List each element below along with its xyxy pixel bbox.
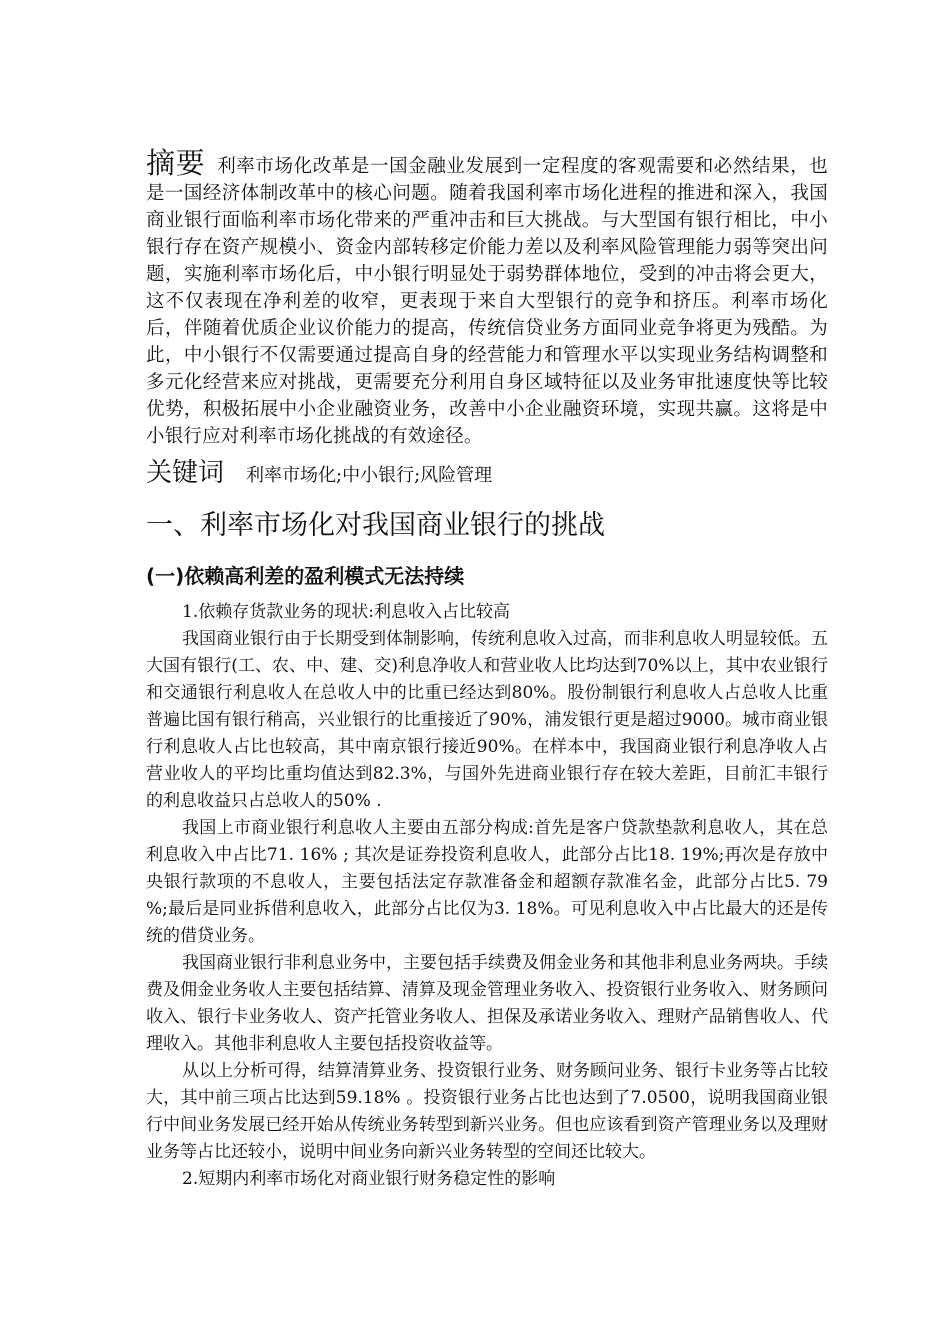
body-paragraph: 我国商业银行由于长期受到体制影响，传统利息收入过高，而非利息收人明显较低。五大国有银行(工、农、中、建、交)利息净收人和营业收人比均达到70%以上，其中农业银行和交通银行利息收人在总收人中的比重已经达到80%。股份制银行利息收人占总收人比重普遍比国有银行稍高，兴业银行的比重接近了90%，浦发银行更是超过9000。城市商业银行利息收人占比也较高，其中南京银行接近90%。在样本中，我国商业银行利息净收人占营业收人的平均比重均值达到82.3%，与国外先进商业银行存在较大差距，目前汇丰银行的利息收益只占总收人的50% . [146, 629, 828, 811]
keywords-label: 关键词 [146, 458, 225, 488]
body-paragraph: 我国上市商业银行利息收人主要由五部分构成:首先是客户贷款垫款利息收人，其在总利息收入中占比71. 16% ; 其次是证券投资利息收人，此部分占比18. 19%;再次是存放中央银行款项的不息收人，主要包括法定存款准备金和超额存款准名金，此部分占比5. 79 %;最后是同业拆借利息收入，此部分占比仅为3. 18%。可见利息收入中占比最大的还是传统的借贷业务。 [146, 818, 828, 946]
body-paragraph: 从以上分析可得，结算清算业务、投资银行业务、财务顾问业务、银行卡业务等占比较大，其中前三项占比达到59.18% 。投资银行业务占比也达到了7.0500，说明我国商业银行中间业务发展已经开始从传统业务转型到新兴业务。但也应该看到资产管理业务以及理财业务等占比还较小，说明中间业务向新兴业务转型的空间还比较大。 [146, 1061, 828, 1162]
keywords-text: 利率市场化;中小银行;风险管理 [246, 465, 493, 486]
abstract-text: 利率市场化改革是一国金融业发展到一定程度的客观需要和必然结果，也是一国经济体制改革中的核心问题。随着我国利率市场化进程的推进和深入，我国商业银行面临利率市场化带来的严重冲击和巨大挑战。与大型国有银行相比，中小银行存在资产规模小、资金内部转移定价能力差以及利率风险管理能力弱等突出问题，实施利率市场化后，中小银行明显处于弱势群体地位，受到的冲击将会更大，这不仅表现在净利差的收窄，更表现于来自大型银行的竞争和挤压。利率市场化后，伴随着优质企业议价能力的提高，传统信贷业务方面同业竞争将更为残酷。为此，中小银行不仅需要通过提高自身的经营能力和管理水平以实现业务结构调整和多元化经营来应对挑战，更需要充分利用自身区域特征以及业务审批速度快等比较优势，积极拓展中小企业融资业务，改善中小企业融资环境，实现共赢。这将是中小银行应对利率市场化挑战的有效途径。 [146, 156, 828, 447]
body-paragraph: 我国商业银行非利息业务中，主要包括手续费及佣金业务和其他非利息业务两块。手续费及佣金业务收人主要包括结算、清算及现金管理业务收入、投资银行业务收入、财务顾问收入、银行卡业务收人、资产托管业务收人、担保及承诺业务收入、理财产品销售收人、代理收入。其他非利息收人主要包括投资收益等。 [146, 953, 828, 1054]
subsection-item-title: 1.依赖存货款业务的现状:利息收入占比较高 [182, 602, 510, 622]
subsection-item-title: 2.短期内利率市场化对商业银行财务稳定性的影响 [182, 1169, 556, 1189]
section-heading: 一、利率市场化对我国商业银行的挑战 [146, 510, 605, 541]
subsection-heading: (一)依赖高利差的盈利模式无法持续 [146, 564, 465, 588]
keywords [146, 456, 828, 493]
abstract-label: 摘要 [146, 146, 206, 180]
abstract [146, 146, 828, 450]
document-page [146, 146, 828, 1193]
